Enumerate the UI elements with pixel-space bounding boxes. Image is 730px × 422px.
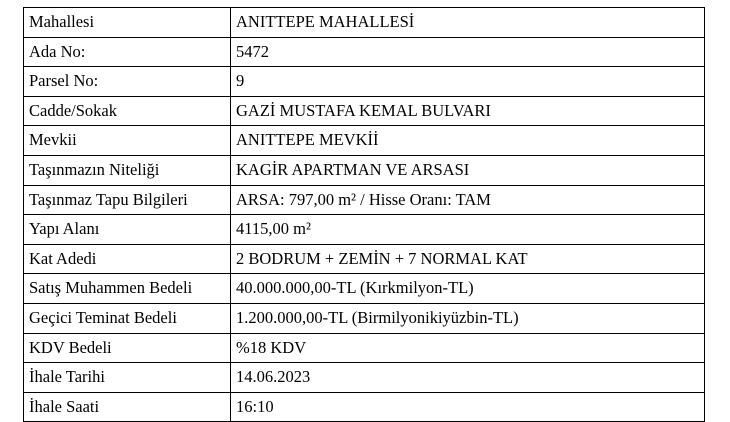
row-value: 14.06.2023 [231, 363, 705, 393]
table-row [24, 303, 705, 333]
row-label: Geçici Teminat Bedeli [24, 303, 231, 333]
table-row [24, 392, 705, 422]
row-label: Kat Adedi [24, 244, 231, 274]
table-row [24, 155, 705, 185]
row-value: KAGİR APARTMAN VE ARSASI [231, 155, 705, 185]
table-row [24, 67, 705, 97]
row-value: 40.000.000,00-TL (Kırkmilyon-TL) [231, 274, 705, 304]
row-value: GAZİ MUSTAFA KEMAL BULVARI [231, 96, 705, 126]
row-label: Yapı Alanı [24, 215, 231, 245]
row-label: Taşınmaz Tapu Bilgileri [24, 185, 231, 215]
row-label: Cadde/Sokak [24, 96, 231, 126]
row-value: ANITTEPE MEVKİİ [231, 126, 705, 156]
table-row [24, 363, 705, 393]
table-row [24, 96, 705, 126]
row-value: ARSA: 797,00 m² / Hisse Oranı: TAM [231, 185, 705, 215]
table-row [24, 333, 705, 363]
table-row [24, 37, 705, 67]
row-value: 9 [231, 67, 705, 97]
row-label: Mevkii [24, 126, 231, 156]
table-row [24, 215, 705, 245]
table-row [24, 185, 705, 215]
row-label: İhale Saati [24, 392, 231, 422]
table-row [24, 126, 705, 156]
row-label: Taşınmazın Niteliği [24, 155, 231, 185]
row-value: %18 KDV [231, 333, 705, 363]
row-label: Ada No: [24, 37, 231, 67]
row-label: KDV Bedeli [24, 333, 231, 363]
property-info-table-body [24, 8, 705, 422]
row-label: Satış Muhammen Bedeli [24, 274, 231, 304]
row-label: Parsel No: [24, 67, 231, 97]
row-value: 4115,00 m² [231, 215, 705, 245]
row-value: 1.200.000,00-TL (Birmilyonikiyüzbin-TL) [231, 303, 705, 333]
row-value: ANITTEPE MAHALLESİ [231, 8, 705, 38]
property-info-sheet [23, 7, 704, 422]
property-info-table [23, 7, 705, 422]
row-value: 5472 [231, 37, 705, 67]
row-value: 2 BODRUM + ZEMİN + 7 NORMAL KAT [231, 244, 705, 274]
row-label: Mahallesi [24, 8, 231, 38]
table-row [24, 274, 705, 304]
table-row [24, 244, 705, 274]
table-row [24, 8, 705, 38]
row-label: İhale Tarihi [24, 363, 231, 393]
row-value: 16:10 [231, 392, 705, 422]
